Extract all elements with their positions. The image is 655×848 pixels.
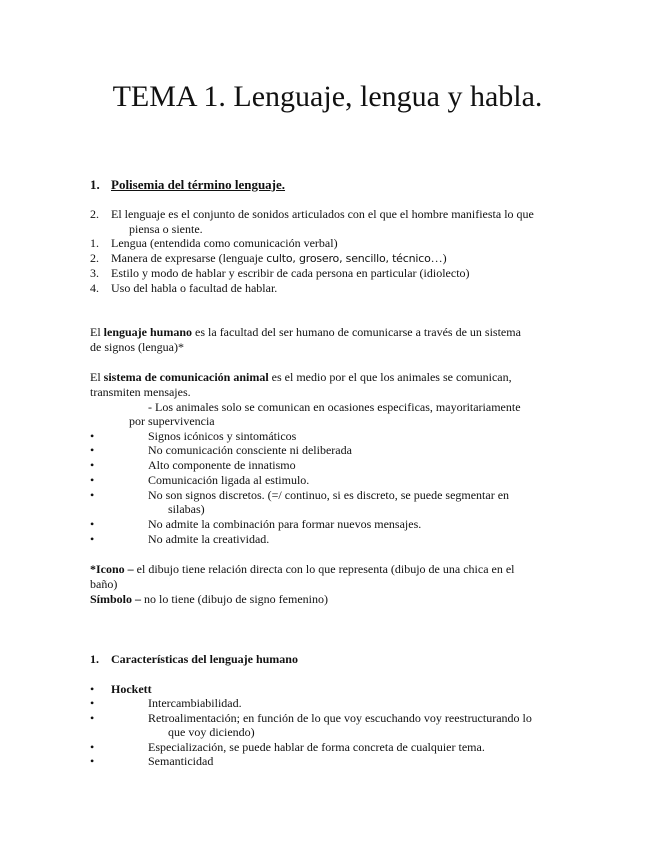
hockett-label: Hockett — [111, 682, 152, 696]
animal-system-line-1 — [90, 370, 512, 385]
bullet-icon: • — [90, 711, 95, 725]
section-2-number: 1. — [90, 652, 99, 666]
list-item: Intercambiabilidad. — [148, 696, 242, 710]
list-item-continuation: silabas) — [168, 502, 205, 516]
text-span: no lo tiene (dibujo de signo femenino) — [141, 592, 328, 606]
list-item: No admite la creatividad. — [148, 532, 270, 546]
list-item-number: 2. — [90, 207, 99, 221]
animal-system-line-2: transmiten mensajes. — [90, 385, 191, 399]
list-item-text: Uso del habla o facultad de hablar. — [111, 281, 278, 295]
text-span: es la facultad del ser humano de comunicarse a través de un sistema — [192, 325, 521, 339]
list-item-number: 3. — [90, 266, 99, 280]
bullet-icon: • — [90, 682, 95, 696]
list-item: Especialización, se puede hablar de forma concreta de cualquier tema. — [148, 740, 485, 754]
list-item-text-pre: Manera de expresarse (lenguaje — [111, 251, 267, 265]
text-span: es el medio por el que los animales se comunican, — [268, 370, 512, 384]
handwritten-examples: culto, grosero, sencillo, técnico — [266, 252, 431, 265]
bold-term: sistema de comunicación animal — [103, 370, 269, 384]
bullet-icon: • — [90, 473, 95, 487]
bullet-icon: • — [90, 754, 95, 768]
icono-definition-line-1 — [90, 562, 515, 577]
page-title: TEMA 1. Lenguaje, lengua y habla. — [112, 80, 543, 113]
bullet-icon: • — [90, 443, 95, 457]
list-item: No admite la combinación para formar nuevos mensajes. — [148, 517, 422, 531]
simbolo-definition — [90, 592, 328, 607]
list-item-text — [111, 251, 447, 266]
list-item-text: El lenguaje es el conjunto de sonidos articulados con el que el hombre manifiesta lo que — [111, 207, 534, 221]
bullet-icon: • — [90, 532, 95, 546]
list-item: No son signos discretos. (=/ continuo, si es discreto, se puede segmentar en — [148, 488, 510, 502]
human-language-line-2: de signos (lengua)* — [90, 340, 184, 354]
list-item: Comunicación ligada al estimulo. — [148, 473, 310, 487]
simbolo-label: Símbolo – — [90, 592, 142, 606]
section-1-heading: Polisemia del término lenguaje. — [111, 177, 286, 192]
list-item-number: 4. — [90, 281, 99, 295]
bold-term: lenguaje humano — [103, 325, 193, 339]
bullet-icon: • — [90, 740, 95, 754]
bullet-icon: • — [90, 429, 95, 443]
animal-note-line-1: - Los animales solo se comunican en ocasiones especificas, mayoritariamente — [148, 400, 521, 414]
bullet-icon: • — [90, 517, 95, 531]
section-2-heading: Características del lenguaje humano — [111, 652, 298, 666]
bullet-icon: • — [90, 458, 95, 472]
list-item-continuation: piensa o siente. — [129, 222, 203, 236]
text-span: El — [90, 370, 104, 384]
animal-note-line-2: por supervivencia — [129, 414, 215, 428]
human-language-line-1 — [90, 325, 521, 340]
icono-label: *Icono – — [90, 562, 134, 576]
text-span: el dibujo tiene relación directa con lo que representa (dibujo de una chica en el — [133, 562, 515, 576]
text-span: El — [90, 325, 104, 339]
list-item-number: 2. — [90, 251, 99, 265]
list-item-text-post: …) — [430, 251, 447, 265]
section-1-number: 1. — [90, 177, 100, 192]
list-item: No comunicación consciente ni deliberada — [148, 443, 352, 457]
list-item-number: 1. — [90, 236, 99, 250]
bullet-icon: • — [90, 696, 95, 710]
list-item: Semanticidad — [148, 754, 214, 768]
list-item-continuation: que voy diciendo) — [168, 725, 255, 739]
list-item-text: Estilo y modo de hablar y escribir de cada persona en particular (idiolecto) — [111, 266, 470, 280]
list-item: Signos icónicos y sintomáticos — [148, 429, 297, 443]
list-item-text: Lengua (entendida como comunicación verbal) — [111, 236, 338, 250]
icono-definition-line-2: baño) — [90, 577, 118, 591]
list-item: Retroalimentación; en función de lo que voy escuchando voy reestructurando lo — [148, 711, 532, 725]
list-item: Alto componente de innatismo — [148, 458, 296, 472]
bullet-icon: • — [90, 488, 95, 502]
